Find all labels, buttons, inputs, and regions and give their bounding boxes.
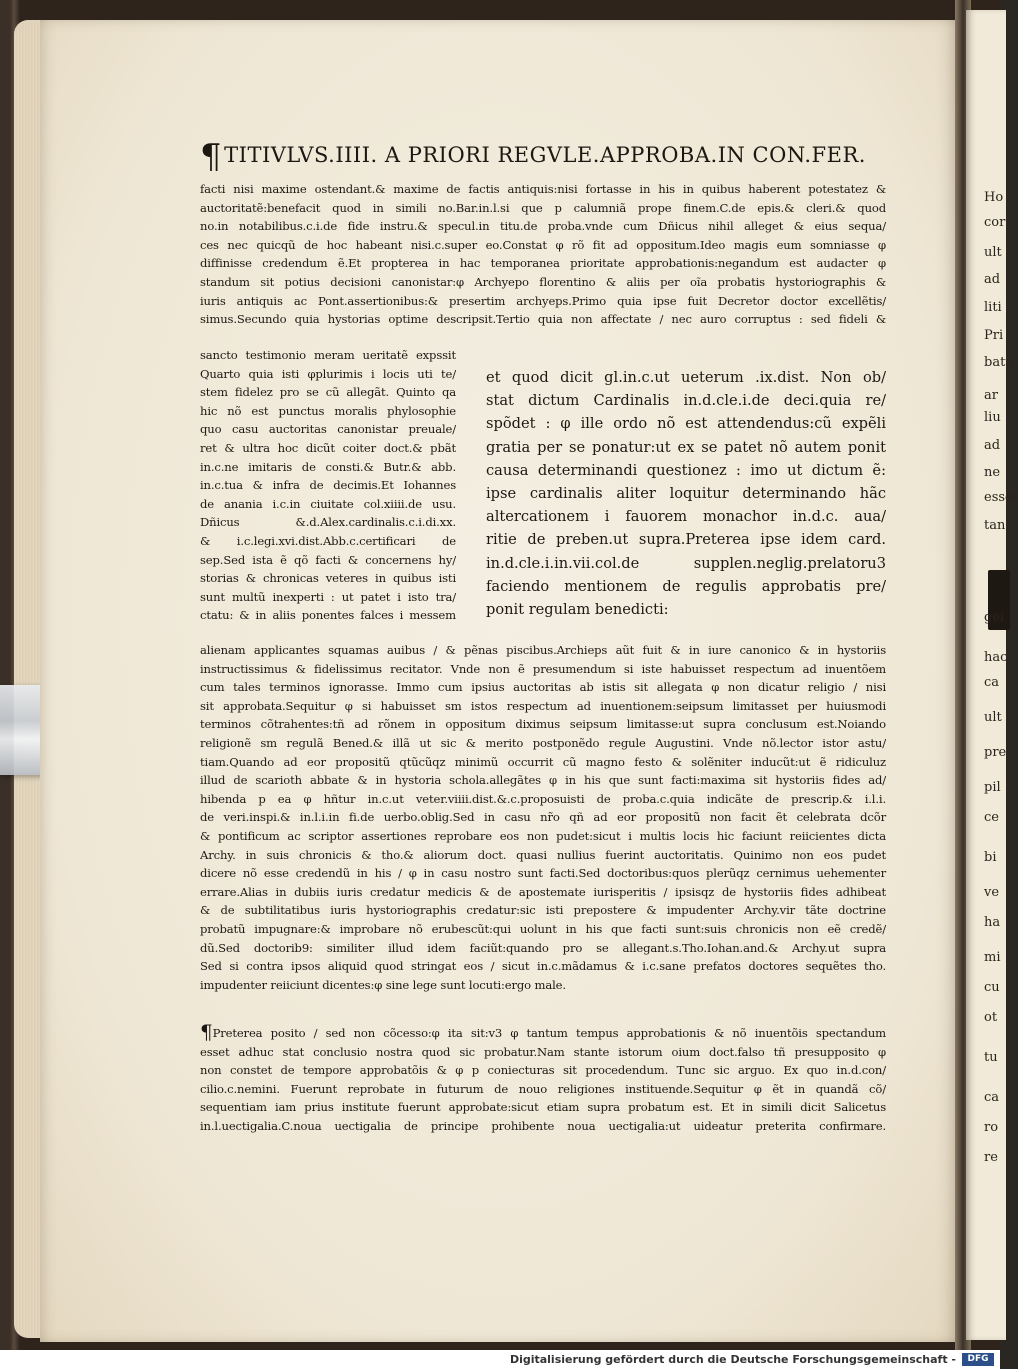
- facing-page-fragment: liti: [984, 300, 1002, 315]
- pilcrow-mark: ¶: [200, 1020, 213, 1044]
- facing-page-fragment: Pri: [984, 328, 1004, 343]
- facing-page-fragment: ult: [984, 245, 1002, 260]
- text-line: & de subtilitatibus iuris hystoriographis credatur:sic isti prepostere & impudenter Archy.vir tãte doctrine: [200, 903, 886, 918]
- text-line: Quarto quia isti φplurimis i locis uti te/: [200, 366, 456, 381]
- text-line: ctatu: & in aliis ponentes falces i messem: [200, 608, 456, 623]
- text-line: sequentiam iam prius institute fuerunt approbate:sicut etiam supra probatum est. Et in simili dicit Salicetus: [200, 1100, 886, 1115]
- facing-page-fragment: ar: [984, 388, 998, 403]
- facing-page-fragment: tan: [984, 518, 1006, 533]
- text-line: auctoritatẽ:benefacit quod in simili no.Bar.in.l.si que p calumniã prope finem.C.de epis.& cleri.& quod: [200, 200, 886, 215]
- text-block-bottom: [200, 1020, 886, 1136]
- text-line: storias & chronicas veteres in quibus isti: [200, 571, 456, 586]
- text-line: faciendo mentionem de regulis approbatis pre/: [486, 577, 886, 595]
- text-line: sit approbata.Sequitur φ si habuisset sm istos respectum ad inuentionem:seipsum limitasset per huiusmodi: [200, 698, 886, 713]
- text-line: facti nisi maxime ostendant.& maxime de factis antiquis:nisi fortasse in his in quibus haberent potestatez &: [200, 182, 886, 196]
- facing-page-fragment: liu: [984, 410, 1001, 425]
- facing-page-fragment: ha: [984, 915, 1001, 930]
- text-line: gratia per se ponatur:ut ex se patet nõ autem ponit: [486, 438, 886, 456]
- text-line: in.l.uectigalia.C.noua uectigalia de principe prohibente noua uectigalia:ut uideatur preterita confirmare.: [200, 1118, 886, 1133]
- facing-page-fragment: cor: [984, 215, 1006, 230]
- text-line: no.in notabilibus.c.i.de fide instru.& specul.in titu.de proba.vnde cum Dñicus nihil alleget & eius sequa/: [200, 219, 886, 234]
- text-line: et quod dicit gl.in.c.ut ueterum .ix.dist. Non ob/: [486, 369, 886, 386]
- text-line: non constet de tempore approbatõis & φ p coniecturas sit procedendum. Tunc sic arguo. Ex quo in.d.con/: [200, 1063, 886, 1078]
- text-line: Sed si contra ipsos aliquid quod stringat eos / sicut in.c.mãdamus & i.c.sane prefatos doctores sequẽtes tho.: [200, 959, 886, 974]
- text-line: stem fidelez pro se cũ allegãt. Quinto qa: [200, 385, 456, 400]
- text-line: dicere nõ esse credendũ in his / φ in casu nostro sunt facti.Sed doctoribus:quos plerũqz cernimus uehementer: [200, 866, 886, 881]
- text-line: de veri.inspi.& in.l.i.in fi.de uerbo.oblig.Sed in casu nr̃o qñ ad eor propositũ non facit ẽt celebrata dcõr: [200, 810, 886, 825]
- text-line: cilio.c.nemini. Fuerunt reprobate in futurum de nouo religiones instituende.Sequitur φ ẽt in quandã cõ/: [200, 1081, 886, 1096]
- text-line: alienam applicantes squamas auibus / & pẽnas piscibus.Archieps aũt fuit & in iure canonico & in hystoriis: [200, 643, 886, 657]
- text-line: Dñicus &.d.Alex.cardinalis.c.i.di.xx.: [200, 515, 456, 530]
- facing-page-fragment: bi: [984, 850, 997, 865]
- text-line: quo casu auctoritas canonistar preuale/: [200, 422, 456, 437]
- text-line: cum tales terminos ignorasse. Immo cum ipsius auctoritas ab istis sit allegata φ non dicatur religio / nisi: [200, 680, 886, 695]
- text-line: hibenda p ea φ hñtur in.c.ut veter.viiii.dist.&.c.proposuisti de proba.c.quia indicãte de prescrip.& i.l.i.: [200, 791, 886, 806]
- title-text: TITIVLVS.IIII. A PRIORI REGVLE.APPROBA.IN CON.FER.: [224, 143, 866, 167]
- text-line: instructissimus & fidelissimus recitator. Vnde non ẽ presumendum si iste habuisset respectum ad inuentõem: [200, 661, 886, 676]
- text-line: tiam.Quando ad eor propositũ qtũcũqz minimũ occurrit cũ magno festo & solẽniter inducũt:ut ẽ ridiculuz: [200, 754, 886, 769]
- facing-page-fragment: ca: [984, 675, 1000, 690]
- text-line: de anania i.c.in ciuitate col.xiiii.de usu.: [200, 496, 456, 511]
- text-block-middle: [200, 641, 886, 994]
- facing-page-fragment: batu: [984, 355, 1014, 370]
- text-line: altercationem i fauorem monachor in.d.c. aua/: [486, 508, 886, 526]
- text-line: religionẽ sm regulã Bened.& illã ut sic & merito postponẽdo regule Augustini. Vnde nõ.lector istor astu/: [200, 735, 886, 750]
- facing-page-fragment: ad: [984, 438, 1001, 453]
- facing-page-fragment: ve: [984, 885, 1000, 900]
- facing-page-fragment: Ho: [984, 190, 1004, 205]
- facing-page-fragment: gei: [984, 610, 1005, 625]
- footer-credit: Digitalisierung gefördert durch die Deutsche Forschungsgemeinschaft -: [509, 1353, 956, 1366]
- facing-page-fragment: ne: [984, 465, 1001, 480]
- text-line: stat dictum Cardinalis in.d.cle.i.de deci.quia re/: [486, 392, 886, 410]
- text-line: dũ.Sed doctorib9: similiter illud idem faciũt:quando pro se allegant.s.Tho.Iohan.and.& Archy.ut supra: [200, 940, 886, 955]
- text-line: sunt multũ inexperti : ut patet i isto tra/: [200, 589, 456, 604]
- text-line: & pontificum ac scriptor assertiones reprobare eos non pudet:sicut i multis locis hic faciunt reiicientes dicta: [200, 828, 886, 843]
- facing-page-fragment: re: [984, 1150, 998, 1165]
- text-line: hic nõ est punctus moralis phylosophie: [200, 403, 456, 418]
- text-line: spõdet : φ ille ordo nõ est attendendus:cũ expẽli: [486, 415, 886, 433]
- text-line: [200, 1020, 886, 1044]
- text-line: esset adhuc stat conclusio nostra quod sic probatur.Nam stante istorum oium doct.falso tñ presupposito φ: [200, 1044, 886, 1059]
- text-line: & i.c.legi.xvi.dist.Abb.c.certificari de: [200, 533, 456, 548]
- text-line: diffinisse credendum ẽ.Et propterea in hac temporanea prioritate approbationis:negandum est audacter φ: [200, 256, 886, 271]
- text-block-top: [200, 180, 886, 329]
- text-line: in.c.ne imitaris de consti.& Butr.& abb.: [200, 459, 456, 474]
- text-line: sancto testimonio meram ueritatẽ expssit: [200, 348, 456, 362]
- facing-page-fragment: pil: [984, 780, 1001, 795]
- text-line: ponit regulam benedicti:: [486, 601, 669, 619]
- facing-page-fragment: ult: [984, 710, 1002, 725]
- text-line: errare.Alias in dubiis iuris credatur medicis & de apostemate iurisperitis / ipsisqz de hystoriis fides adhibeat: [200, 884, 886, 899]
- text-line: in.d.cle.i.in.vii.col.de supplen.neglig.prelatoru3: [486, 554, 886, 572]
- facing-page-fragment: ro: [984, 1120, 999, 1135]
- text-line: ret & ultra hoc dicũt coiter doct.& pbãt: [200, 440, 456, 455]
- text-line: standum sit potius decisioni canonistar:φ Archyepo florentino & aliis per oĩa probatis hystoriographis &: [200, 274, 886, 289]
- text-line: causa determinandi questionez : imo ut dictum ẽ:: [486, 461, 886, 479]
- pilcrow-mark: ¶: [200, 137, 223, 177]
- text-line: Archy. in suis chronicis & tho.& aliorum doct. quasi nullius fuerint auctoritatis. Quinimo non eos pudet: [200, 847, 886, 862]
- text-line: probatũ impugnare:& improbare nõ erubescũt:qui uolunt in his que facti sunt:suis chronicis non eẽ credẽ/: [200, 921, 886, 936]
- facing-page-fragment: pre: [984, 745, 1007, 760]
- facing-page-fragment: mi: [984, 950, 1001, 965]
- text-line: terminos cõtrahentes:tñ ad rõnem in oppositum diximus seipsum limitasse:ut supra conclusum est.Noiando: [200, 717, 886, 732]
- facing-page-fragment: ot: [984, 1010, 998, 1025]
- text-line: simus.Secundo quia hystorias optime descripsit.Tertio quia non affectate / nec auro corruptus : sed fideli &: [200, 312, 886, 327]
- text-line-content: Preterea posito / sed non cõcesso:φ ita sit:v3 φ tantum tempus approbationis & nõ inuentõis spectandum: [212, 1026, 886, 1040]
- text-column-left: [200, 346, 456, 625]
- facing-page-fragment: cu: [984, 980, 1000, 995]
- running-title: [200, 137, 880, 177]
- text-line: ces nec quicqũ de hoc habeant nisi.c.super eo.Constat φ rõ fit ad oppositum.Ideo magis eum somniasse φ: [200, 237, 886, 252]
- text-line: ipse cardinalis aliter loquitur determinando hãc: [486, 485, 886, 503]
- text-line: illud de scarioth abbate & in hystoria schola.allegãtes φ in his que sunt facti:maxima sit hystoriis fides ad/: [200, 773, 886, 788]
- facing-page-fragment: tu: [984, 1050, 998, 1065]
- facing-page-fragment: hac: [984, 650, 1008, 665]
- facing-page-fragment: ad: [984, 272, 1001, 287]
- text-line: iuris antiquis ac Pont.assertionibus:& presertim archyeps.Primo quia ipse fuit Decretor doctor excellẽtis/: [200, 293, 886, 308]
- text-line: impudenter reiiciunt dicentes:φ sine lege sunt locuti:ergo male.: [200, 977, 566, 992]
- text-line: ritie de preben.ut supra.Preterea ipse idem card.: [486, 531, 886, 549]
- facing-page-fragment: ca: [984, 1090, 1000, 1105]
- facing-page-fragment: ce: [984, 810, 999, 825]
- text-column-right-gloss: [486, 366, 886, 621]
- dfg-logo: DFG: [962, 1353, 994, 1366]
- facing-page-fragment: esset: [984, 490, 1018, 505]
- text-line: sep.Sed ista ẽ qõ facti & concernens hy/: [200, 552, 456, 567]
- digitization-footer: [0, 1350, 1000, 1369]
- right-page-edge: [966, 10, 1018, 1340]
- text-line: in.c.tua & infra de decimis.Et Iohannes: [200, 478, 456, 493]
